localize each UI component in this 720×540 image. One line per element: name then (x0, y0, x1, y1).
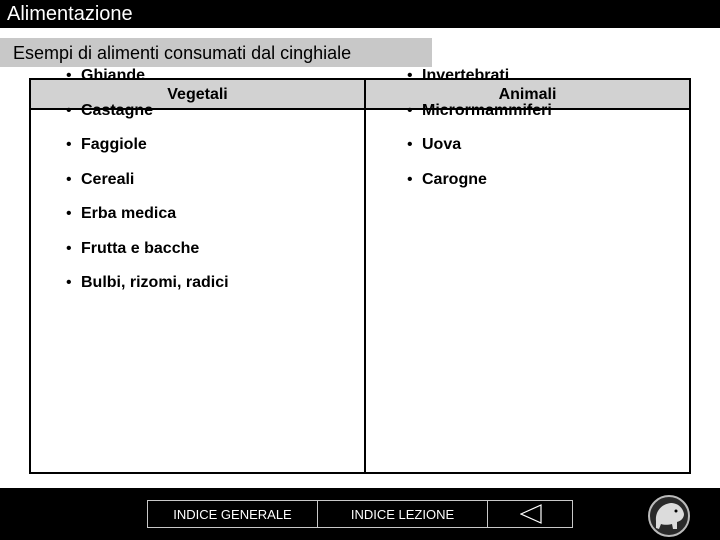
bullet: • (407, 170, 413, 188)
footer-nav-bar (0, 488, 720, 540)
page-title: Alimentazione (7, 3, 133, 25)
column-header-animali: Animali (366, 80, 689, 110)
indice-generale-button[interactable]: INDICE GENERALE (147, 500, 318, 528)
list-item-text: Erba medica (81, 205, 177, 222)
list-item-text: Carogne (422, 170, 487, 188)
list-item (66, 169, 229, 204)
list-item-text: Cereali (81, 170, 135, 188)
column-divider (364, 80, 366, 472)
list-item (66, 203, 229, 238)
list-item-text: Faggiole (81, 136, 147, 153)
bullet: • (66, 205, 72, 222)
back-arrow-icon (520, 504, 542, 524)
section-subtitle (0, 38, 432, 67)
list-item (407, 134, 552, 169)
list-item (66, 134, 229, 169)
list-item (66, 65, 229, 100)
bullet: • (66, 274, 72, 291)
indice-lezione-button[interactable]: INDICE LEZIONE (317, 500, 488, 528)
list-item (66, 238, 229, 273)
bullet: • (407, 67, 413, 84)
list-item-text: Micrormammiferi (422, 101, 552, 119)
list-item (66, 272, 229, 307)
list-item-text: Bulbi, rizomi, radici (81, 274, 229, 291)
bullet: • (66, 67, 72, 84)
list-item-text: Uova (422, 136, 462, 153)
section-subtitle-text: Esempi di alimenti consumati dal cinghiale (13, 43, 352, 63)
bullet: • (407, 101, 413, 119)
title-bar (0, 0, 720, 28)
bullet: • (66, 170, 72, 188)
vegetali-list (66, 65, 229, 307)
animali-list (407, 65, 552, 203)
list-item (407, 100, 552, 135)
list-item (407, 169, 552, 204)
list-item-text: Ghiande (81, 67, 146, 84)
back-button[interactable] (487, 500, 573, 528)
bullet: • (66, 239, 72, 257)
list-item (66, 100, 229, 135)
bullet: • (407, 136, 413, 153)
list-item-text: Castagne (81, 101, 154, 119)
list-item-text: Frutta e bacche (81, 239, 200, 257)
bullet: • (66, 101, 72, 119)
column-header-vegetali: Vegetali (31, 80, 364, 110)
bullet: • (66, 136, 72, 153)
boar-head-logo (647, 494, 691, 538)
list-item (407, 65, 552, 100)
list-item-text: Invertebrati (422, 67, 510, 84)
